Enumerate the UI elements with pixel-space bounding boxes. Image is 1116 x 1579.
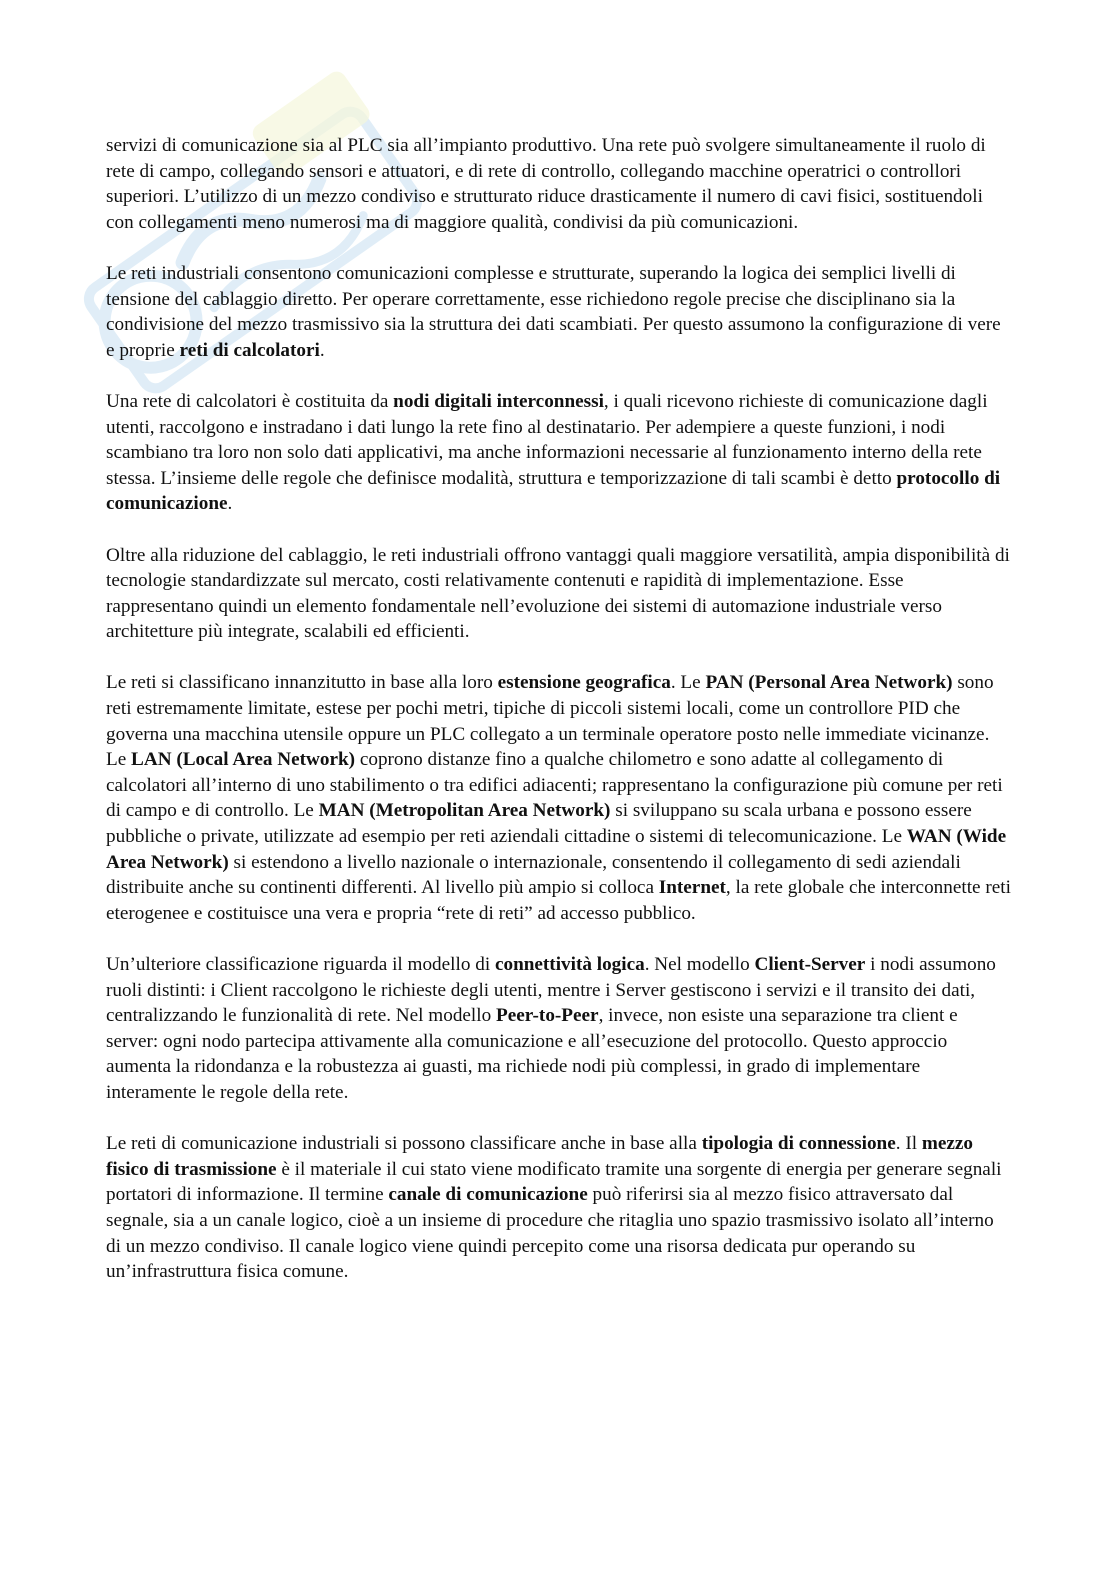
bold-term: Internet (658, 877, 726, 899)
bold-term: connettività logica (494, 954, 645, 975)
text-run: Le reti di comunicazione industriali si possono classificare anche in base alla (106, 1133, 702, 1155)
text-run: Le reti industriali consentono comunicazioni complesse e strutturate, superando la logica dei semplici livelli di tensione del cablaggio diretto. Per operare correttamente, esse richiedono regole precise che disciplinano sia la condivisione del mezzo trasmissivo sia la struttura dei dati scambiati. Per questo assumono la configurazione di vere e proprie (106, 262, 1001, 361)
text-run: . (319, 339, 325, 361)
text-run: . (227, 493, 233, 515)
bold-term: protocollo di comunicazione (106, 467, 1001, 515)
bold-term: mezzo fisico di trasmissione (106, 1133, 973, 1180)
text-run: . Le (670, 672, 706, 694)
bold-term: tipologia di connessione (701, 1133, 896, 1155)
text-run: è il materiale il cui stato viene modificato tramite una sorgente di energia per generare segnali portatori di informazione. Il termine (106, 1158, 1002, 1206)
bold-term: estensione geografica (497, 672, 671, 694)
text-run: coprono distanze fino a qualche chilometro e sono adatte al collegamento di calcolatori all’interno di uno stabilimento o tra edifici adiacenti; rappresentano la configurazione più comune per reti di campo e di controllo. Le (106, 749, 1003, 822)
document-body (106, 133, 1011, 1310)
text-run: servizi di comunicazione sia al PLC sia all’impianto produttivo. Una rete può svolgere simultaneamente il ruolo di rete di campo, collegando sensori e attuatori, e di rete di controllo, collegando macchine operatrici o controllori superiori. L’utilizzo di un mezzo condiviso e strutturato riduce drasticamente il numero di cavi fisici, sostituendoli con collegamenti meno numerosi ma di maggiore qualità, condivisi da più comunicazioni. (106, 135, 986, 233)
text-run: Oltre alla riduzione del cablaggio, le reti industriali offrono vantaggi quali maggiore versatilità, ampia disponibilità di tecnologie standardizzate sul mercato, costi relativamente contenuti e rapidità di implementazione. Esse rappresentano quindi un elemento fondamentale nell’evoluzione dei sistemi di automazione industriale verso architetture più integrate, scalabili ed efficienti. (106, 544, 1010, 643)
text-run: , i quali ricevono richieste di comunicazione dagli utenti, raccolgono e instradano i dati lungo la rete fino al destinatario. Per adempiere a queste funzioni, i nodi scambiano tra loro non solo dati applicativi, ma anche informazioni necessarie al funzionamento interno della rete stessa. L’insieme delle regole che definisce modalità, struttura e temporizzazione di tali scambi è detto (106, 390, 988, 489)
text-run: . Il (895, 1133, 922, 1155)
bold-term: MAN (Metropolitan Area Network) (318, 800, 611, 822)
paragraph-vantaggi (106, 543, 1011, 645)
text-run: , la rete globale che interconnette reti eterogenee e costituisce una vera e propria “rete di reti” ad accesso pubblico. (106, 877, 1011, 924)
text-run: Una rete di calcolatori è costituita da (106, 390, 394, 412)
bold-term: LAN (Local Area Network) (131, 749, 356, 771)
bold-term: WAN (Wide Area Network) (106, 826, 1007, 873)
text-run: i nodi assumono ruoli distinti: i Client raccolgono le richieste degli utenti, mentre i Server gestiscono i servizi e il transito dei dati, centralizzando le funzionalità di rete. Nel modello (106, 954, 996, 1027)
text-run: si sviluppano su scala urbana e possono essere pubbliche o private, utilizzate ad esempio per reti aziendali cittadine o sistemi di telecomunicazione. Le (106, 800, 972, 848)
paragraph-reti-industriali (106, 261, 1011, 363)
text-run: . Nel modello (644, 954, 755, 975)
bold-term: PAN (Personal Area Network) (705, 672, 953, 694)
paragraph-rete-calcolatori (106, 389, 1011, 517)
text-run: sono reti estremamente limitate, estese per pochi metri, tipiche di piccoli sistemi locali, come un controllore PID che governa una macchina utensile oppure un PLC collegato a un terminale operatore posto nelle immediate vicinanze. Le (106, 672, 994, 771)
bold-term: Client-Server (754, 954, 866, 975)
bold-term: canale di comunicazione (388, 1184, 588, 1206)
paragraph-reti-servizi (106, 133, 1011, 235)
paragraph-connettivita-logica (106, 952, 1011, 1106)
text-run: Un’ulteriore classificazione riguarda il modello di (106, 954, 495, 975)
bold-term: reti di calcolatori (179, 339, 320, 361)
bold-term: Peer-to-Peer (495, 1005, 599, 1027)
paragraph-tipologia-connessione (106, 1131, 1011, 1285)
paragraph-estensione-geografica (106, 670, 1011, 926)
text-run: , invece, non esiste una separazione tra client e server: ogni nodo partecipa attivamente alla comunicazione e all’esecuzione del protocollo. Questo approccio aumenta la ridondanza e la robustezza ai guasti, ma richiede nodi più complessi, in grado di implementare interamente le regole della rete. (106, 1005, 958, 1103)
text-run: Le reti si classificano innanzitutto in base alla loro (106, 672, 498, 694)
text-run: può riferirsi sia al mezzo fisico attraversato dal segnale, sia a un canale logico, cioè a un insieme di procedure che ritaglia uno spazio trasmissivo isolato all’interno di un mezzo condiviso. Il canale logico viene quindi percepito come una risorsa dedicata pur operando su un’infrastruttura fisica comune. (106, 1184, 994, 1283)
bold-term: nodi digitali interconnessi (393, 390, 604, 412)
text-run: si estendono a livello nazionale o internazionale, consentendo il collegamento di sedi aziendali distribuite anche su continenti differenti. Al livello più ampio si colloca (106, 851, 961, 899)
